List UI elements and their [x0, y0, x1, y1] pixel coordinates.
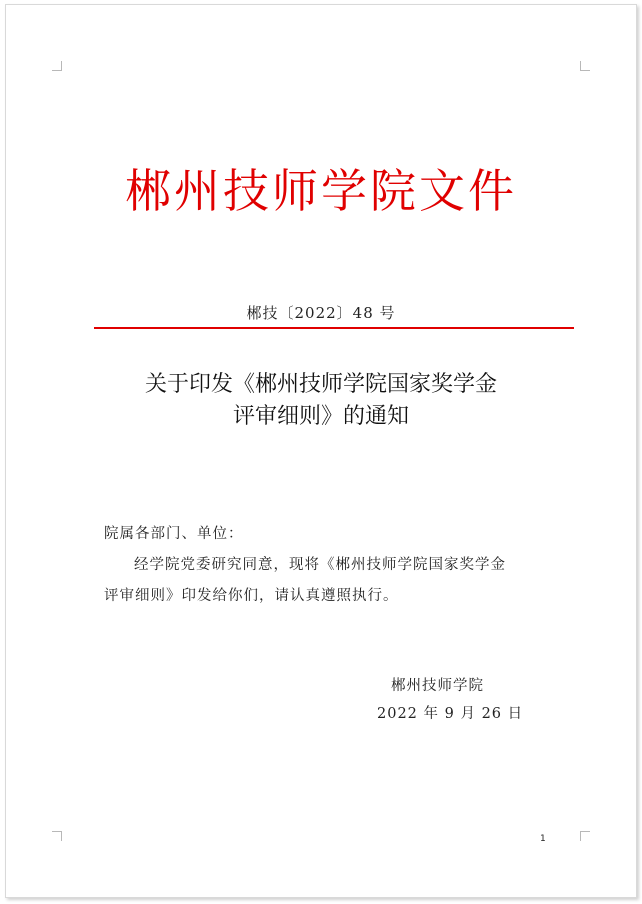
- notice-title-line: 评审细则》的通知: [232, 404, 409, 429]
- margin-corner-mark: [580, 61, 590, 71]
- notice-title: [6, 369, 636, 433]
- document-number: 郴技〔2022〕48 号: [246, 304, 396, 322]
- margin-corner-mark: [52, 61, 62, 71]
- document-page: [5, 4, 637, 898]
- document-header-title: 郴州技师学院文件: [125, 164, 517, 218]
- salutation: 院属各部门、单位：: [104, 526, 244, 542]
- body-paragraph-line: 经学院党委研究同意，现将《郴州技师学院国家奖学金: [134, 557, 506, 573]
- margin-corner-mark: [52, 831, 62, 841]
- signature-date: 2022 年 9 月 26 日: [377, 706, 524, 722]
- body-paragraph-line: 评审细则》印发给你们，请认真遵照执行。: [104, 588, 399, 604]
- margin-corner-mark: [580, 831, 590, 841]
- notice-title-line: 关于印发《郴州技师学院国家奖学金: [144, 372, 497, 397]
- header-divider: [94, 327, 574, 329]
- page-number: 1: [540, 834, 546, 844]
- signature-organization: 郴州技师学院: [391, 678, 484, 694]
